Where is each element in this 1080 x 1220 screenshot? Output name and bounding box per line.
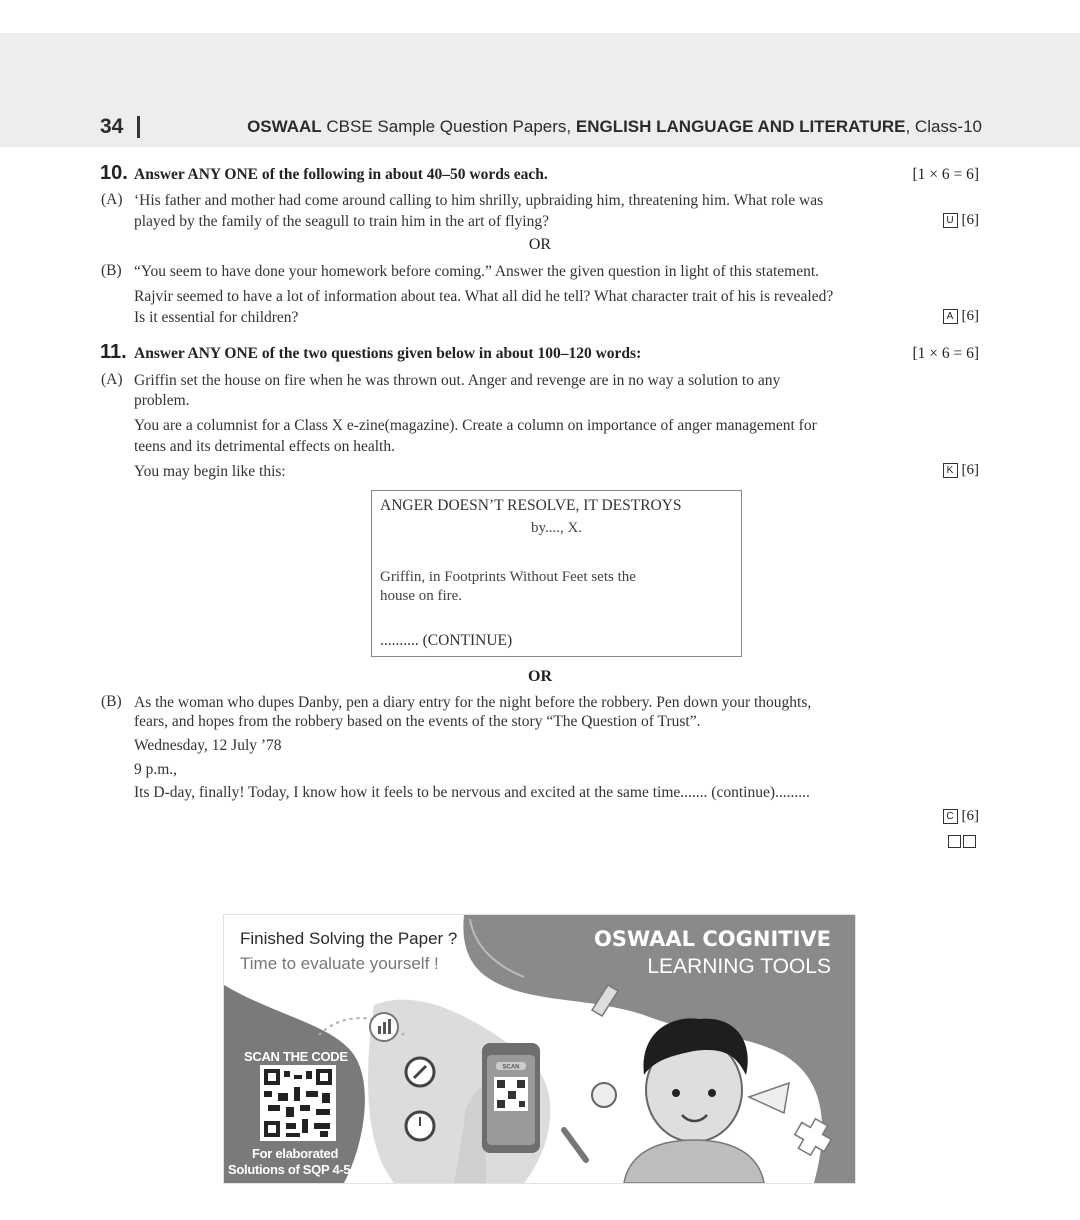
column-body-line1: Griffin, in Footprints Without Feet sets the [380, 569, 636, 585]
question-11-marks: [1 × 6 = 6] [912, 345, 979, 362]
q11-a-line3: You are a columnist for a Class X e-zine(magazine). Create a column on importance of anger management for [134, 417, 817, 434]
column-body [380, 568, 636, 606]
end-square-icon [963, 835, 976, 848]
scan-code-label: SCAN THE CODE [244, 1049, 348, 1064]
column-continue: .......... (CONTINUE) [380, 632, 513, 649]
banner-sub2: Solutions of SQP 4-5 [228, 1162, 351, 1177]
pen-icon [564, 1130, 586, 1160]
question-10-number: 10. [100, 162, 128, 184]
brand-name: OSWAAL [247, 117, 322, 136]
page-number: 34 [100, 115, 124, 138]
q10-b-line1: “You seem to have done your homework before coming.” Answer the given question in light of this statement. [134, 263, 820, 280]
flask-icon [592, 1083, 616, 1107]
header-divider [137, 116, 140, 138]
q10-a-marks: [6] [961, 212, 979, 228]
q11-option-a-label: (A) [101, 371, 123, 388]
question-11-prompt: Answer ANY ONE of the two questions given below in about 100–120 words: [134, 345, 642, 362]
q10-option-a-label: (A) [101, 191, 123, 208]
q11-a-line5: You may begin like this: [134, 463, 286, 480]
q11-or: OR [528, 668, 552, 685]
sample-column-box [371, 490, 742, 657]
q10-option-b-label: (B) [101, 262, 122, 279]
banner-line1: Finished Solving the Paper ? [240, 929, 458, 948]
question-11-number: 11. [100, 341, 127, 363]
column-byline: by...., X. [530, 520, 583, 536]
question-10-prompt: Answer ANY ONE of the following in about 40–50 words each. [134, 166, 548, 183]
q11-b-diary-start: Its D-day, finally! Today, I know how it feels to be nervous and excited at the same time....... (continue)......... [134, 784, 810, 801]
q10-b-line3: Is it essential for children? [134, 309, 299, 326]
q11-option-b-label: (B) [101, 693, 122, 710]
q11-a-marks: [6] [961, 462, 979, 478]
series-title: CBSE Sample Question Papers, [321, 117, 576, 136]
q10-b-tag [943, 308, 980, 325]
column-body-line2: house on fire. [380, 588, 463, 604]
phone-scan-label: SCAN [502, 1064, 520, 1071]
q11-a-line1: Griffin set the house on fire when he was thrown out. Anger and revenge are in no way a solution to any [134, 372, 781, 389]
question-10-marks: [1 × 6 = 6] [912, 166, 979, 183]
q11-a-tag [943, 462, 980, 479]
subject-title: ENGLISH LANGUAGE AND LITERATURE [575, 117, 906, 136]
q10-b-marks: [6] [961, 308, 979, 324]
end-of-question-marker [948, 835, 976, 848]
understanding-tag-icon: U [943, 213, 958, 228]
q11-b-line1: As the woman who dupes Danby, pen a diary entry for the night before the robbery. Pen down your thoughts, [134, 694, 812, 711]
banner-heading2: LEARNING TOOLS [647, 955, 831, 978]
q10-or: OR [528, 236, 552, 253]
class-label: , Class-10 [905, 117, 982, 136]
q10-a-line1: ‘His father and mother had come around calling to him shrilly, upbraiding him, threatening him. What role was [134, 192, 824, 209]
q11-b-date: Wednesday, 12 July ’78 [134, 737, 282, 754]
end-square-icon [948, 835, 961, 848]
boy-book [624, 1140, 764, 1183]
running-header [247, 117, 982, 137]
knowledge-tag-icon: K [943, 463, 958, 478]
banner-sub1: For elaborated [252, 1146, 339, 1161]
q11-a-line2: problem. [134, 392, 190, 409]
q10-a-tag [943, 212, 980, 229]
protractor-icon [749, 1083, 789, 1113]
q11-b-marks: [6] [961, 808, 979, 824]
column-title: ANGER DOESN’T RESOLVE, IT DESTROYS [380, 497, 682, 514]
q11-b-tag [943, 808, 980, 825]
banner-heading1: OSWAAL COGNITIVE [593, 927, 831, 951]
banner-line2: Time to evaluate yourself ! [240, 954, 439, 973]
q10-b-line2: Rajvir seemed to have a lot of information about tea. What all did he tell? What character trait of his is revealed? [134, 288, 834, 305]
q10-a-line2: played by the family of the seagull to train him in the art of flying? [134, 213, 549, 230]
q11-b-line2: fears, and hopes from the robbery based on the events of the story “The Question of Trust”. [134, 713, 701, 730]
cognitive-tools-banner[interactable] [223, 914, 856, 1184]
application-tag-icon: A [943, 309, 958, 324]
q11-a-line4: teens and its detrimental effects on health. [134, 438, 395, 455]
creativity-tag-icon: C [943, 809, 958, 824]
q11-b-time: 9 p.m., [134, 761, 178, 778]
